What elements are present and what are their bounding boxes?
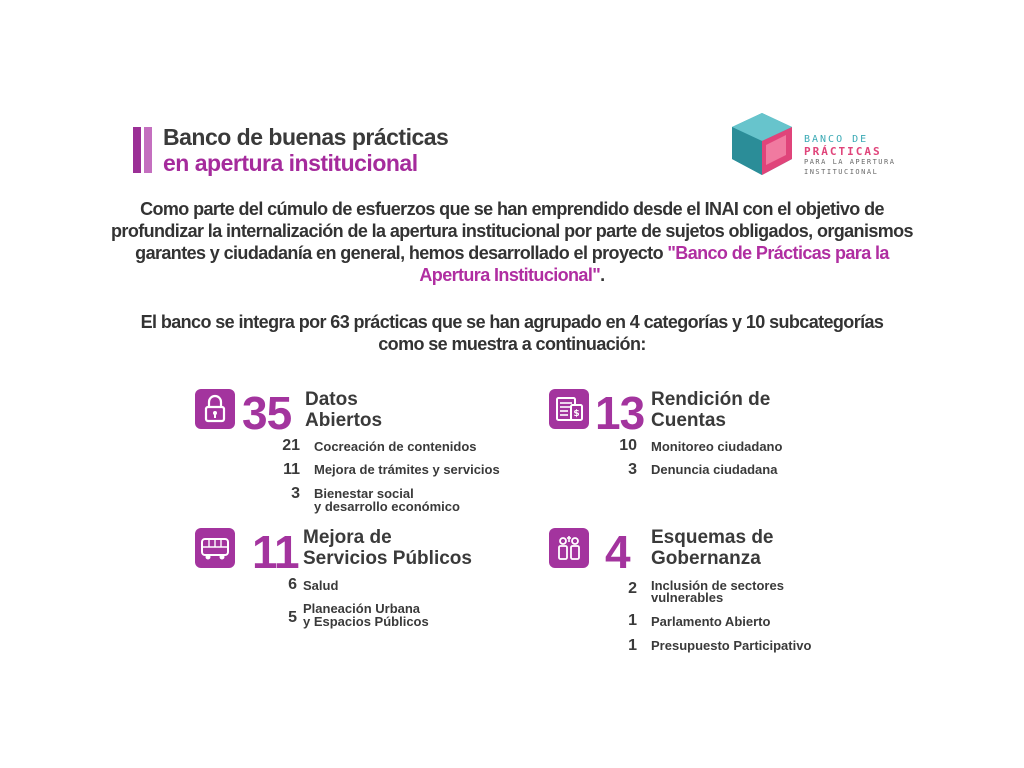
subcategory-label-cont: y desarrollo económico — [314, 499, 460, 514]
subcategory-count: 5 — [288, 609, 297, 626]
people-icon — [549, 528, 589, 568]
category-name-line2: Abiertos — [305, 410, 383, 431]
subcategory-count: 1 — [628, 637, 637, 654]
bus-icon — [195, 528, 235, 568]
subcategory-count: 3 — [628, 461, 637, 478]
banco-practicas-logo — [730, 111, 900, 181]
subcategory-count: 2 — [628, 580, 637, 597]
subcategory-label: Inclusión de sectores — [651, 578, 784, 593]
ledger-icon — [549, 389, 589, 429]
svg-text:$: $ — [573, 409, 580, 419]
intro-text: Como parte del cúmulo de esfuerzos que se han emprendido desde el INAI con el objetivo de profundizar la internalización de la apertura institucional por parte de sujetos obligados, organismos garantes y ciudadanía en general, hemos desarrollado el proyecto — [111, 199, 913, 263]
category-name-line1: Mejora de — [303, 527, 392, 548]
subcategory-label: Monitoreo ciudadano — [651, 439, 783, 454]
subcategory-label: Salud — [303, 578, 339, 593]
category-count: 4 — [605, 526, 630, 578]
subcategory-count: 11 — [283, 461, 300, 478]
page-title: Banco de buenas prácticas — [163, 124, 449, 150]
category-name-line2: Gobernanza — [651, 548, 761, 569]
subcategory-label: Cocreación de contenidos — [314, 439, 477, 454]
subcategory-count: 10 — [619, 437, 637, 454]
subcategory-count: 21 — [282, 437, 300, 454]
logo-text-line2: PRÁCTICAS — [804, 145, 882, 158]
logo-text-line4: INSTITUCIONAL — [804, 168, 879, 176]
subcategory-label-cont: vulnerables — [651, 590, 724, 605]
subcategory-label: Planeación Urbana — [303, 601, 421, 616]
intro-paragraph — [110, 198, 914, 286]
project-name: "Banco de Prácticas para la Apertura Institucional" — [419, 243, 889, 285]
cube-logo-icon — [730, 111, 794, 177]
summary-line2: como se muestra a continuación: — [378, 334, 646, 354]
summary-paragraph — [110, 311, 914, 355]
category-name-line1: Rendición de — [651, 389, 771, 410]
category-name-line1: Esquemas de — [651, 527, 774, 548]
category-count: 13 — [595, 387, 645, 439]
subcategory-label: Mejora de trámites y servicios — [314, 462, 500, 477]
title-accent-bar — [133, 127, 141, 173]
logo-text-line3: PARA LA APERTURA — [804, 158, 896, 166]
subcategory-label: Denuncia ciudadana — [651, 462, 778, 477]
subcategory-count: 1 — [628, 612, 637, 629]
title-accent-bar-light — [144, 127, 152, 173]
summary-line1: El banco se integra por 63 prácticas que se han agrupado en 4 categorías y 10 subcategorías — [140, 312, 884, 332]
lock-icon — [195, 389, 235, 429]
subcategory-count: 6 — [288, 576, 297, 593]
intro-text-end: . — [600, 265, 605, 285]
page-subtitle: en apertura institucional — [163, 150, 418, 176]
subcategory-label: Presupuesto Participativo — [651, 638, 812, 653]
category-name-line2: Cuentas — [651, 410, 726, 431]
category-count: 35 — [242, 387, 292, 439]
logo-text-line1: BANCO DE — [804, 134, 869, 145]
subcategory-label-cont: y Espacios Públicos — [303, 614, 429, 629]
subcategory-count: 3 — [291, 485, 300, 502]
category-name-line1: Datos — [305, 389, 358, 410]
subcategory-label: Parlamento Abierto — [651, 614, 771, 629]
subcategory-label: Bienestar social — [314, 486, 414, 501]
category-count: 11 — [252, 526, 299, 578]
category-name-line2: Servicios Públicos — [303, 548, 472, 569]
